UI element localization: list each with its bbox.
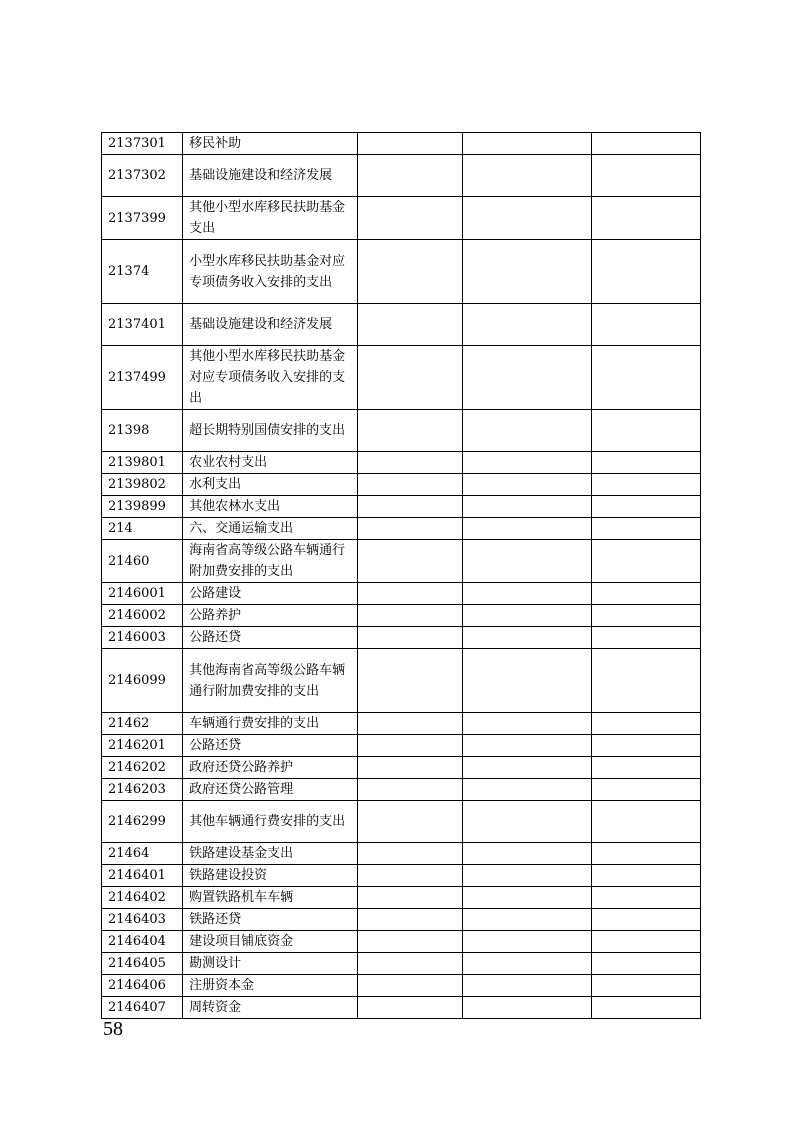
amount-cell [591,757,700,779]
table-row [102,197,701,240]
amount-cell [463,410,591,452]
amount-cell [591,240,700,304]
amount-cell [591,887,700,909]
subject-name: 海南省高等级公路车辆通行附加费安排的支出 [183,540,358,583]
subject-name: 政府还贷公路管理 [183,779,358,801]
subject-name: 车辆通行费安排的支出 [183,713,358,735]
amount-cell [463,887,591,909]
amount-cell [463,757,591,779]
subject-code: 2146406 [102,975,183,997]
table-row [102,757,701,779]
amount-cell [591,997,700,1019]
subject-name: 六、交通运输支出 [183,518,358,540]
subject-code: 21398 [102,410,183,452]
amount-cell [463,452,591,474]
table-row [102,583,701,605]
amount-cell [357,735,463,757]
amount-cell [463,346,591,410]
table-row [102,346,701,410]
subject-code: 21464 [102,843,183,865]
subject-code: 2146001 [102,583,183,605]
subject-name: 超长期特别国债安排的支出 [183,410,358,452]
amount-cell [357,649,463,713]
amount-cell [463,649,591,713]
amount-cell [357,713,463,735]
subject-name: 公路养护 [183,605,358,627]
amount-cell [591,627,700,649]
amount-cell [591,931,700,953]
subject-name: 勘测设计 [183,953,358,975]
amount-cell [463,713,591,735]
subject-code: 21374 [102,240,183,304]
table-row [102,909,701,931]
amount-cell [357,583,463,605]
amount-cell [463,518,591,540]
table-row [102,865,701,887]
subject-name: 建设项目铺底资金 [183,931,358,953]
subject-name: 其他小型水库移民扶助基金支出 [183,197,358,240]
subject-code: 2137399 [102,197,183,240]
amount-cell [463,155,591,197]
amount-cell [357,975,463,997]
amount-cell [591,474,700,496]
table-row [102,649,701,713]
subject-name: 铁路建设基金支出 [183,843,358,865]
subject-name: 农业农村支出 [183,452,358,474]
subject-name: 公路建设 [183,583,358,605]
amount-cell [463,304,591,346]
subject-name: 其他小型水库移民扶助基金对应专项债务收入安排的支出 [183,346,358,410]
amount-cell [357,865,463,887]
amount-cell [591,452,700,474]
amount-cell [357,779,463,801]
amount-cell [591,953,700,975]
subject-code: 2146407 [102,997,183,1019]
subject-name: 基础设施建设和经济发展 [183,155,358,197]
amount-cell [463,843,591,865]
subject-code: 2139899 [102,496,183,518]
amount-cell [463,865,591,887]
table-row [102,801,701,843]
subject-code: 2146002 [102,605,183,627]
subject-name: 注册资本金 [183,975,358,997]
amount-cell [357,346,463,410]
amount-cell [357,155,463,197]
amount-cell [463,997,591,1019]
amount-cell [357,801,463,843]
table-row [102,779,701,801]
amount-cell [463,931,591,953]
subject-code: 2137499 [102,346,183,410]
table-row [102,133,701,155]
subject-code: 2139801 [102,452,183,474]
amount-cell [463,496,591,518]
subject-code: 2146405 [102,953,183,975]
amount-cell [357,931,463,953]
amount-cell [463,240,591,304]
amount-cell [357,887,463,909]
subject-code: 2146299 [102,801,183,843]
table-row [102,155,701,197]
subject-name: 公路还贷 [183,627,358,649]
amount-cell [357,953,463,975]
table-row [102,887,701,909]
amount-cell [463,735,591,757]
amount-cell [591,540,700,583]
subject-code: 2146401 [102,865,183,887]
amount-cell [463,975,591,997]
amount-cell [463,801,591,843]
amount-cell [591,735,700,757]
subject-name: 政府还贷公路养护 [183,757,358,779]
table-row [102,304,701,346]
budget-table [101,132,701,1019]
amount-cell [591,649,700,713]
amount-cell [591,133,700,155]
table-row [102,735,701,757]
amount-cell [357,304,463,346]
subject-code: 2137301 [102,133,183,155]
table-row [102,518,701,540]
subject-name: 其他农林水支出 [183,496,358,518]
table-row [102,843,701,865]
table-row [102,713,701,735]
amount-cell [463,197,591,240]
subject-code: 21460 [102,540,183,583]
subject-code: 21462 [102,713,183,735]
subject-code: 2137302 [102,155,183,197]
amount-cell [463,540,591,583]
table-row [102,452,701,474]
amount-cell [463,953,591,975]
subject-name: 水利支出 [183,474,358,496]
subject-code: 2137401 [102,304,183,346]
amount-cell [591,496,700,518]
amount-cell [463,627,591,649]
amount-cell [463,133,591,155]
amount-cell [591,843,700,865]
page-number: 58 [103,1018,123,1040]
subject-code: 2146203 [102,779,183,801]
amount-cell [591,518,700,540]
subject-code: 2146404 [102,931,183,953]
amount-cell [591,155,700,197]
subject-name: 购置铁路机车车辆 [183,887,358,909]
amount-cell [591,865,700,887]
amount-cell [357,540,463,583]
subject-code: 2146003 [102,627,183,649]
amount-cell [591,713,700,735]
amount-cell [463,779,591,801]
amount-cell [463,605,591,627]
table-row [102,975,701,997]
amount-cell [463,583,591,605]
subject-name: 铁路还贷 [183,909,358,931]
amount-cell [357,627,463,649]
amount-cell [591,909,700,931]
table-row [102,496,701,518]
amount-cell [357,452,463,474]
amount-cell [357,133,463,155]
table-row [102,540,701,583]
subject-name: 其他车辆通行费安排的支出 [183,801,358,843]
subject-name: 小型水库移民扶助基金对应专项债务收入安排的支出 [183,240,358,304]
amount-cell [357,197,463,240]
amount-cell [591,975,700,997]
amount-cell [357,843,463,865]
table-row [102,605,701,627]
amount-cell [591,304,700,346]
subject-name: 移民补助 [183,133,358,155]
amount-cell [591,346,700,410]
table-row [102,240,701,304]
amount-cell [357,909,463,931]
subject-name: 公路还贷 [183,735,358,757]
table-row [102,474,701,496]
amount-cell [357,410,463,452]
subject-name: 基础设施建设和经济发展 [183,304,358,346]
subject-code: 2146403 [102,909,183,931]
table-row [102,931,701,953]
amount-cell [591,779,700,801]
subject-code: 2146099 [102,649,183,713]
amount-cell [357,240,463,304]
amount-cell [357,997,463,1019]
amount-cell [591,410,700,452]
subject-name: 铁路建设投资 [183,865,358,887]
amount-cell [357,496,463,518]
subject-code: 2139802 [102,474,183,496]
amount-cell [357,605,463,627]
subject-code: 2146201 [102,735,183,757]
table-row [102,953,701,975]
amount-cell [463,474,591,496]
amount-cell [357,518,463,540]
subject-name: 其他海南省高等级公路车辆通行附加费安排的支出 [183,649,358,713]
budget-table-body [102,133,701,1019]
table-row [102,410,701,452]
subject-code: 214 [102,518,183,540]
amount-cell [357,757,463,779]
amount-cell [591,583,700,605]
amount-cell [357,474,463,496]
subject-code: 2146202 [102,757,183,779]
subject-code: 2146402 [102,887,183,909]
amount-cell [591,801,700,843]
table-row [102,627,701,649]
table-row [102,997,701,1019]
subject-name: 周转资金 [183,997,358,1019]
amount-cell [591,605,700,627]
amount-cell [463,909,591,931]
amount-cell [591,197,700,240]
